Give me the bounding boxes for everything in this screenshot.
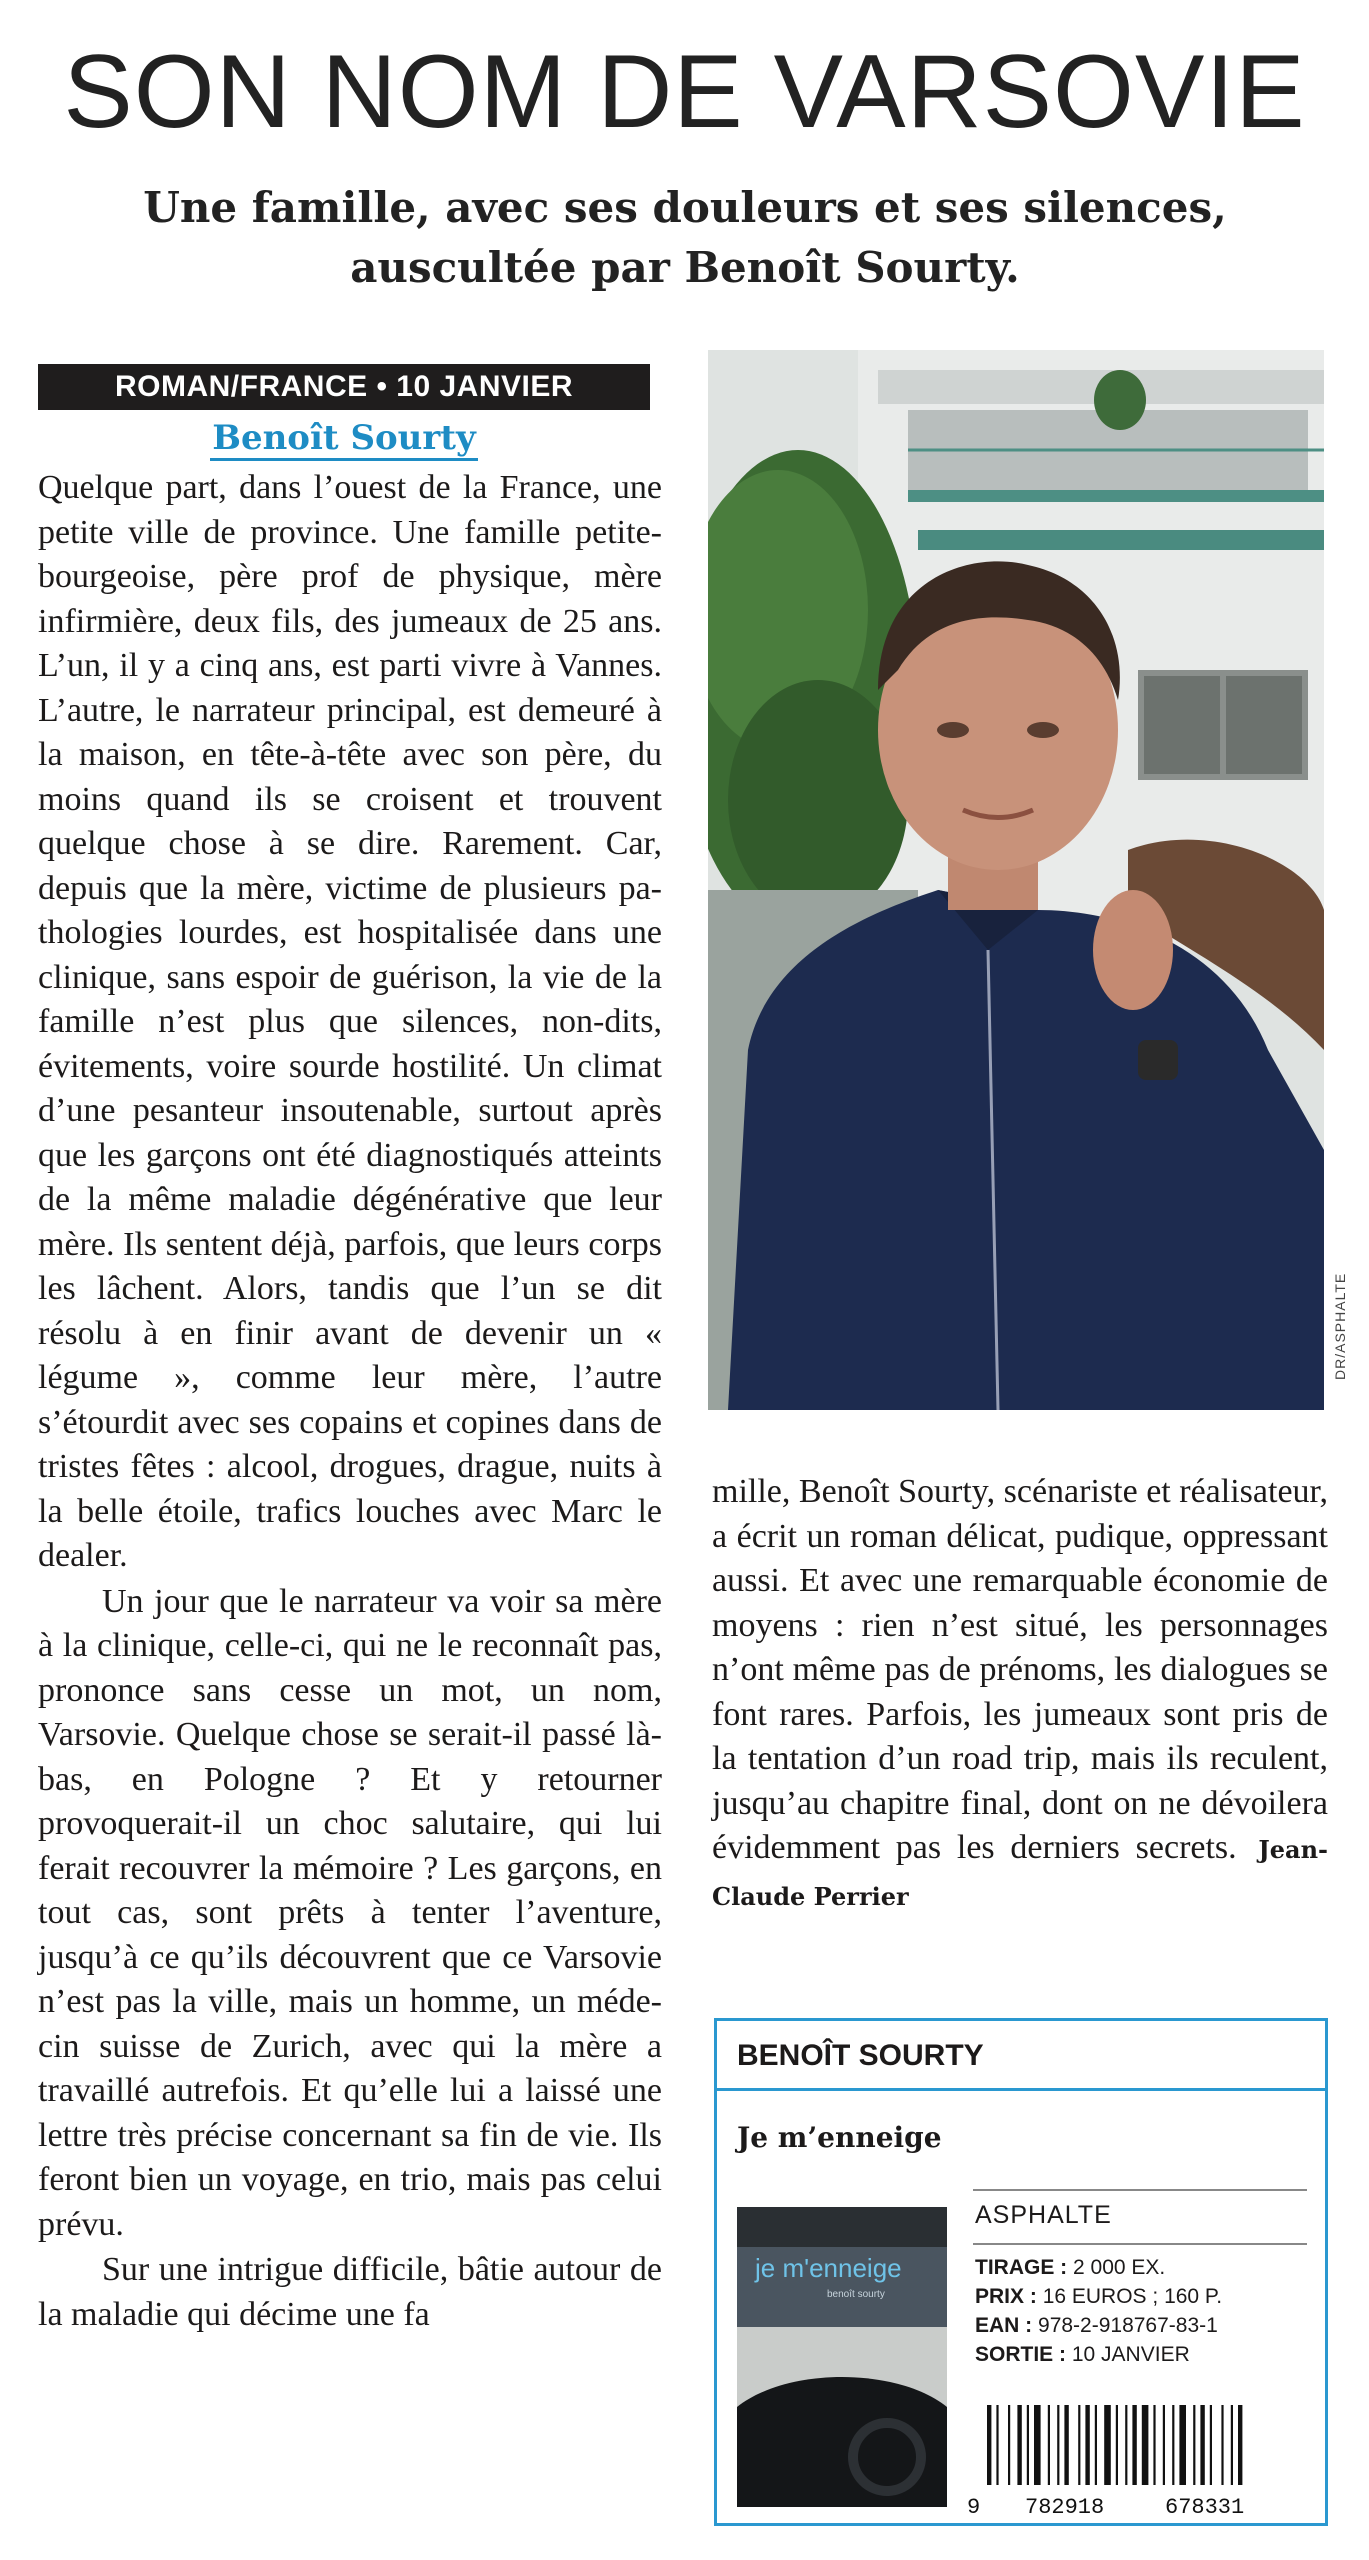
barcode-bar (1200, 2405, 1204, 2485)
tirage-row (975, 2253, 1222, 2282)
barcode-bar (1163, 2405, 1165, 2485)
sortie-label: SORTIE : (975, 2343, 1067, 2366)
tirage-value: 2 000 EX. (1073, 2256, 1166, 2279)
barcode-bar (1057, 2405, 1059, 2485)
genre-date-kicker: ROMAN/FRANCE • 10 JANVIER (38, 364, 650, 410)
publisher: ASPHALTE (975, 2201, 1112, 2229)
divider (973, 2189, 1307, 2191)
subtitle-line-1: Une famille, avec ses douleurs et ses silences, (143, 183, 1227, 232)
prix-row (975, 2282, 1222, 2311)
barcode-bar (1034, 2405, 1041, 2485)
barcode-bar (1153, 2405, 1155, 2485)
paragraph-1: Quelque part, dans l’ouest de la France, une petite ville de province. Une famille petite-bourgeoise, père prof de physique, mère infirmière, deux fils, des jumeaux de 25 ans. L’un, il y a cinq ans, est parti vivre à Vannes. L’autre, le narrateur principal, est demeuré à la maison, en tête-à-tête avec son père, du moins quand ils se croisent et trouvent quelque chose à se dire. Rarement. Car, depuis que la mère, victime de plusieurs pathologies lourdes, est hospitalisée dans une clinique, sans espoir de guérison, la vie de la famille n’est plus que silences, non-dits, évitements, voire sourde hostilité. Un climat d’une pesanteur insoutenable, surtout après que les garçons ont été diagnostiqués atteints de la même maladie dégénérative que leur mère. Ils sentent déjà, parfois, que leurs corps les lâchent. Alors, tandis que l’un se dit résolu à en finir avant de devenir un « légume », comme leur mère, l’autre s’étourdit avec ses copains et copines dans de tristes fêtes : alcool, drogues, drague, nuits à la belle étoile, trafics louches avec Marc le dealer. (38, 469, 662, 1574)
subtitle-line-2: auscultée par Benoît Sourty. (350, 243, 1020, 292)
paragraph-2: Un jour que le narrateur va voir sa mère à la clinique, celle-ci, qui ne le reconnaît pas, prononce sans cesse un mot, un nom, Varsovie. Quelque chose se serait-il passé là-bas, en Pologne ? Et y retourner provoquerait-il un choc salutaire, qui lui ferait recouvrer la mémoire ? Les garçons, en tout cas, sont prêts à tenter l’aventure, jusqu’à ce qu’ils découvrent que ce Varsovie n’est pas la ville, mais un homme, un médecin suisse de Zurich, avec qui la mère a travaillé autrefois. Et qu’elle lui a laissé une lettre très précise concernant sa fin de vie. Ils feront bien un voyage, en trio, mais pas celui prévu. (38, 1582, 662, 2243)
book-info-box (714, 2018, 1328, 2526)
ean-label: EAN : (975, 2314, 1033, 2337)
barcode-bar (1172, 2405, 1174, 2485)
barcode-bar (1132, 2405, 1136, 2485)
barcode-bar (1027, 2405, 1029, 2485)
barcode-bar (1125, 2405, 1127, 2485)
photo-credit: DR/ASPHALTE (1332, 1272, 1348, 1380)
prix-label: PRIX : (975, 2285, 1037, 2308)
ean-value: 978-2-918767-83-1 (1038, 2314, 1218, 2337)
barcode-bar (1238, 2405, 1242, 2485)
barcode-bar (1017, 2405, 1021, 2485)
sortie-value: 10 JANVIER (1071, 2343, 1190, 2366)
prix-value: 16 EUROS ; 160 P. (1042, 2285, 1223, 2308)
ean-row (975, 2311, 1222, 2340)
article-body-right (712, 1470, 1328, 1919)
barcode-digit-first: 9 (967, 2495, 981, 2517)
author-name: Benoît Sourty (210, 418, 478, 461)
article-subtitle (100, 178, 1270, 298)
author-photo (708, 350, 1324, 1410)
barcode (965, 2401, 1311, 2517)
barcode-bar (1078, 2405, 1080, 2485)
barcode-bar (996, 2405, 998, 2485)
barcode-bar (1179, 2405, 1186, 2485)
barcode-bar (987, 2405, 991, 2485)
byline: Jean-Claude Perrier (712, 1835, 1328, 1911)
paragraph-3: Sur une intrigue difficile, bâtie autour de la maladie qui décime une fa (38, 2251, 662, 2333)
barcode-bar (1095, 2405, 1097, 2485)
paragraph-continuation: mille, Benoît Sourty, scénariste et réalisateur, a écrit un roman délicat, pudique, oppressant aussi. Et avec une remarquable économie de moyens : rien n’est situé, les personnages n’ont même pas de prénoms, les dialogues se font rares. Parfois, les jumeaux sont pris de la tentation d’un road trip, mais ils reculent, jusqu’au chapitre final, dont on ne dévoilera évidemment pas les derniers secrets. (712, 1473, 1328, 1866)
barcode-group-2: 678331 (1165, 2495, 1245, 2517)
book-title: Je m’enneige (737, 2121, 942, 2154)
barcode-bar (1210, 2405, 1212, 2485)
barcode-bar (1193, 2405, 1195, 2485)
author-heading (38, 416, 650, 460)
barcode-bar (1048, 2405, 1050, 2485)
book-cover (737, 2207, 947, 2507)
barcode-bar (1085, 2405, 1089, 2485)
book-details (975, 2253, 1222, 2369)
barcode-bar (1221, 2405, 1223, 2485)
article-title: SON NOM DE VARSOVIE (63, 34, 1306, 150)
barcode-bar (1064, 2405, 1068, 2485)
barcode-bar (1104, 2405, 1111, 2485)
tirage-label: TIRAGE : (975, 2256, 1068, 2279)
barcode-bar (1142, 2405, 1149, 2485)
info-box-header: BENOÎT SOURTY (717, 2021, 1325, 2091)
article-body-left (38, 466, 662, 2337)
barcode-bar (1008, 2405, 1010, 2485)
sortie-row (975, 2340, 1222, 2369)
cover-author: benoît sourty (827, 2289, 885, 2300)
barcode-bar (1231, 2405, 1233, 2485)
barcode-bar (1116, 2405, 1118, 2485)
divider (973, 2243, 1307, 2245)
barcode-group-1: 782918 (1025, 2495, 1105, 2517)
cover-title: je m'enneige (755, 2253, 902, 2283)
